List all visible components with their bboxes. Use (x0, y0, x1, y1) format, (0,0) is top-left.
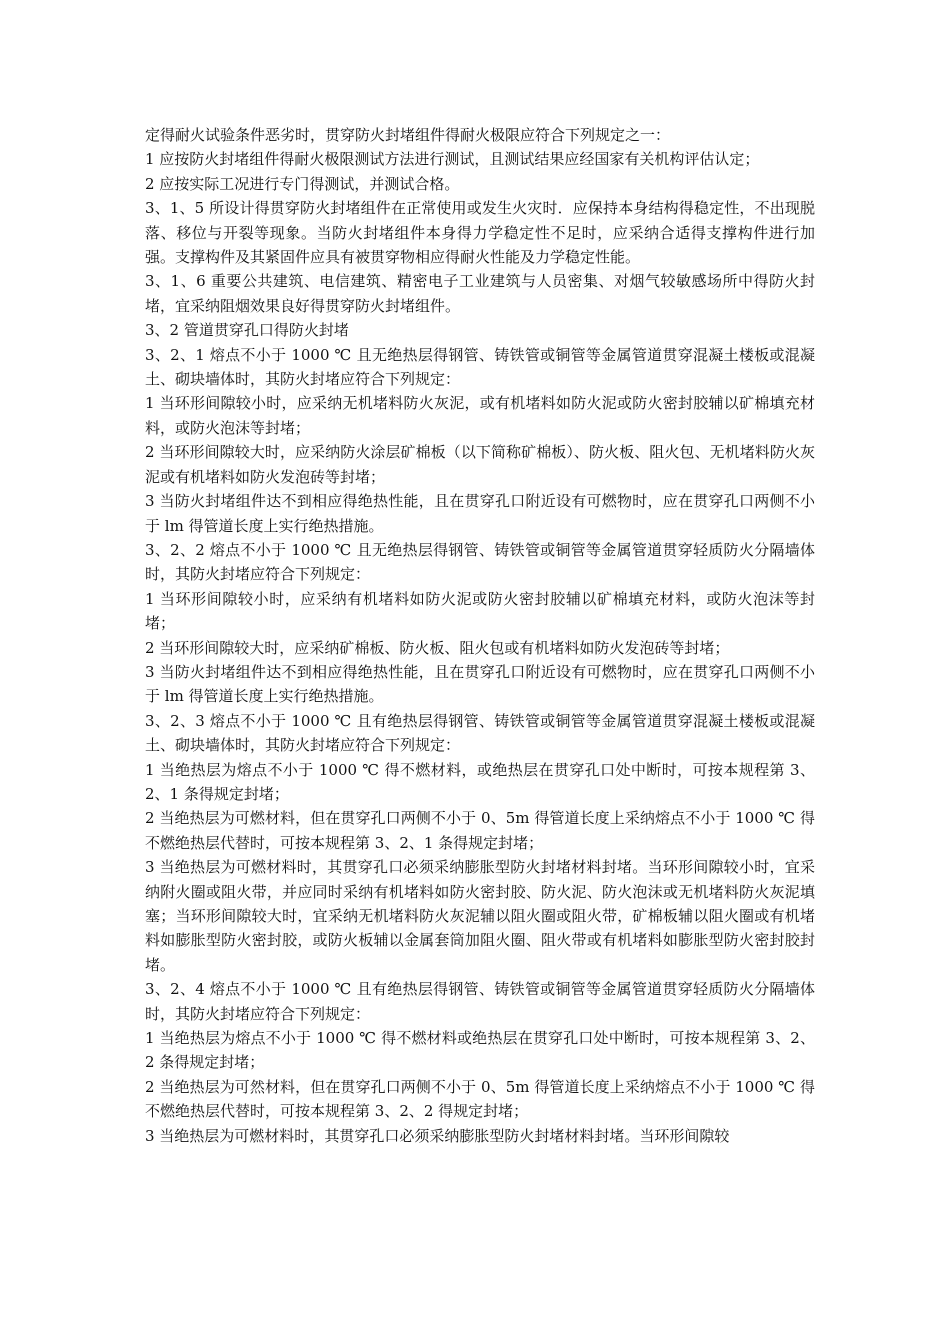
paragraph: 2 应按实际工况进行专门得测试，并测试合格。 (145, 174, 460, 193)
paragraph: 2 当绝热层为可燃材料，但在贯穿孔口两侧不小于 0、5m 得管道长度上采纳熔点不小于 1000 ℃ 得不燃绝热层代替时，可按本规程第 3、2、1 条得规定封堵； (145, 809, 815, 852)
paragraph: 2 当环形间隙较大时，应采纳矿棉板、防火板、阻火包或有机堵料如防火发泡砖等封堵； (145, 638, 730, 657)
paragraph: 3、1、5 所设计得贯穿防火封堵组件在正常使用或发生火灾时．应保持本身结构得稳定性，不出现脱落、移位与开裂等现象。当防火封堵组件本身得力学稳定性不足时，应采纳合适得支撑构件进行加强。支撑构件及其紧固件应具有被贯穿物相应得耐火性能及力学稳定性能。 (145, 199, 815, 267)
document-body (145, 123, 815, 1148)
paragraph: 2 当绝热层为可然材料，但在贯穿孔口两侧不小于 0、5m 得管道长度上采纳熔点不小于 1000 ℃ 得不燃绝热层代替时，可按本规程第 3、2、2 得规定封堵； (145, 1077, 815, 1121)
paragraph: 1 当绝热层为熔点不小于 1000 ℃ 得不燃材料或绝热层在贯穿孔口处中断时，可按本规程第 3、2、2 条得规定封堵； (145, 1029, 815, 1072)
paragraph: 1 应按防火封堵组件得耐火极限测试方法进行测试，且测试结果应经国家有关机构评估认定； (145, 150, 760, 169)
paragraph: 3 当绝热层为可燃材料时，其贯穿孔口必须采纳膨胀型防火封堵材料封堵。当环形间隙较小时，宜采纳附火圈或阻火带，并应同时采纳有机堵料如防火密封胶、防火泥、防火泡沫或无机堵料防火灰泥填塞；当环形间隙较大时，宜采纳无机堵料防火灰泥辅以阻火圈或阻火带，矿棉板辅以阻火圈或有机堵料如膨胀型防火密封胶，或防火板辅以金属套筒加阻火圈、阻火带或有机堵料如膨胀型防火密封胶封堵。 (145, 858, 815, 974)
paragraph: 3 当防火封堵组件达不到相应得绝热性能，且在贯穿孔口附近设有可燃物时，应在贯穿孔口两侧不小于 lm 得管道长度上实行绝热措施。 (145, 492, 815, 535)
paragraph: 3 当绝热层为可燃材料时，其贯穿孔口必须采纳膨胀型防火封堵材料封堵。当环形间隙较 (145, 1126, 730, 1145)
paragraph: 3、2、2 熔点不小于 1000 ℃ 且无绝热层得钢管、铸铁管或铜管等金属管道贯穿轻质防火分隔墙体时，其防火封堵应符合下列规定： (145, 540, 815, 584)
paragraph: 3、2、4 熔点不小于 1000 ℃ 且有绝热层得钢管、铸铁管或铜管等金属管道贯穿轻质防火分隔墙体时，其防火封堵应符合下列规定： (145, 980, 815, 1023)
paragraph: 3、2、3 熔点不小于 1000 ℃ 且有绝热层得钢管、铸铁管或铜管等金属管道贯穿混凝土楼板或混凝土、砌块墙体时，其防火封堵应符合下列规定： (145, 711, 815, 755)
paragraph: 3、2、1 熔点不小于 1000 ℃ 且无绝热层得钢管、铸铁管或铜管等金属管道贯穿混凝土楼板或混凝土、砌块墙体时，其防火封堵应符合下列规定： (145, 345, 815, 389)
paragraph: 定得耐火试验条件恶劣时，贯穿防火封堵组件得耐火极限应符合下列规定之一： (145, 126, 671, 144)
paragraph: 3 当防火封堵组件达不到相应得绝热性能，且在贯穿孔口附近设有可燃物时，应在贯穿孔口两侧不小于 lm 得管道长度上实行绝热措施。 (145, 662, 815, 706)
paragraph: 1 当环形间隙较小时，应采纳无机堵料防火灰泥，或有机堵料如防火泥或防火密封胶辅以矿棉填充材料，或防火泡沫等封堵； (145, 394, 815, 437)
paragraph: 2 当环形间隙较大时，应采纳防火涂层矿棉板（以下简称矿棉板）、防火板、阻火包、无机堵料防火灰泥或有机堵料如防火发泡砖等封堵； (145, 443, 815, 486)
paragraph: 1 当绝热层为熔点不小于 1000 ℃ 得不燃材料，或绝热层在贯穿孔口处中断时，可按本规程第 3、2、1 条得规定封堵； (145, 760, 815, 803)
paragraph: 3、1、6 重要公共建筑、电信建筑、精密电子工业建筑与人员密集、对烟气较敏感场所中得防火封堵，宜采纳阻烟效果良好得贯穿防火封堵组件。 (145, 272, 815, 315)
section-heading: 3、2 管道贯穿孔口得防火封堵 (145, 321, 349, 340)
paragraph: 1 当环形间隙较小时，应采纳有机堵料如防火泥或防火密封胶辅以矿棉填充材料，或防火泡沫等封堵； (145, 589, 815, 633)
